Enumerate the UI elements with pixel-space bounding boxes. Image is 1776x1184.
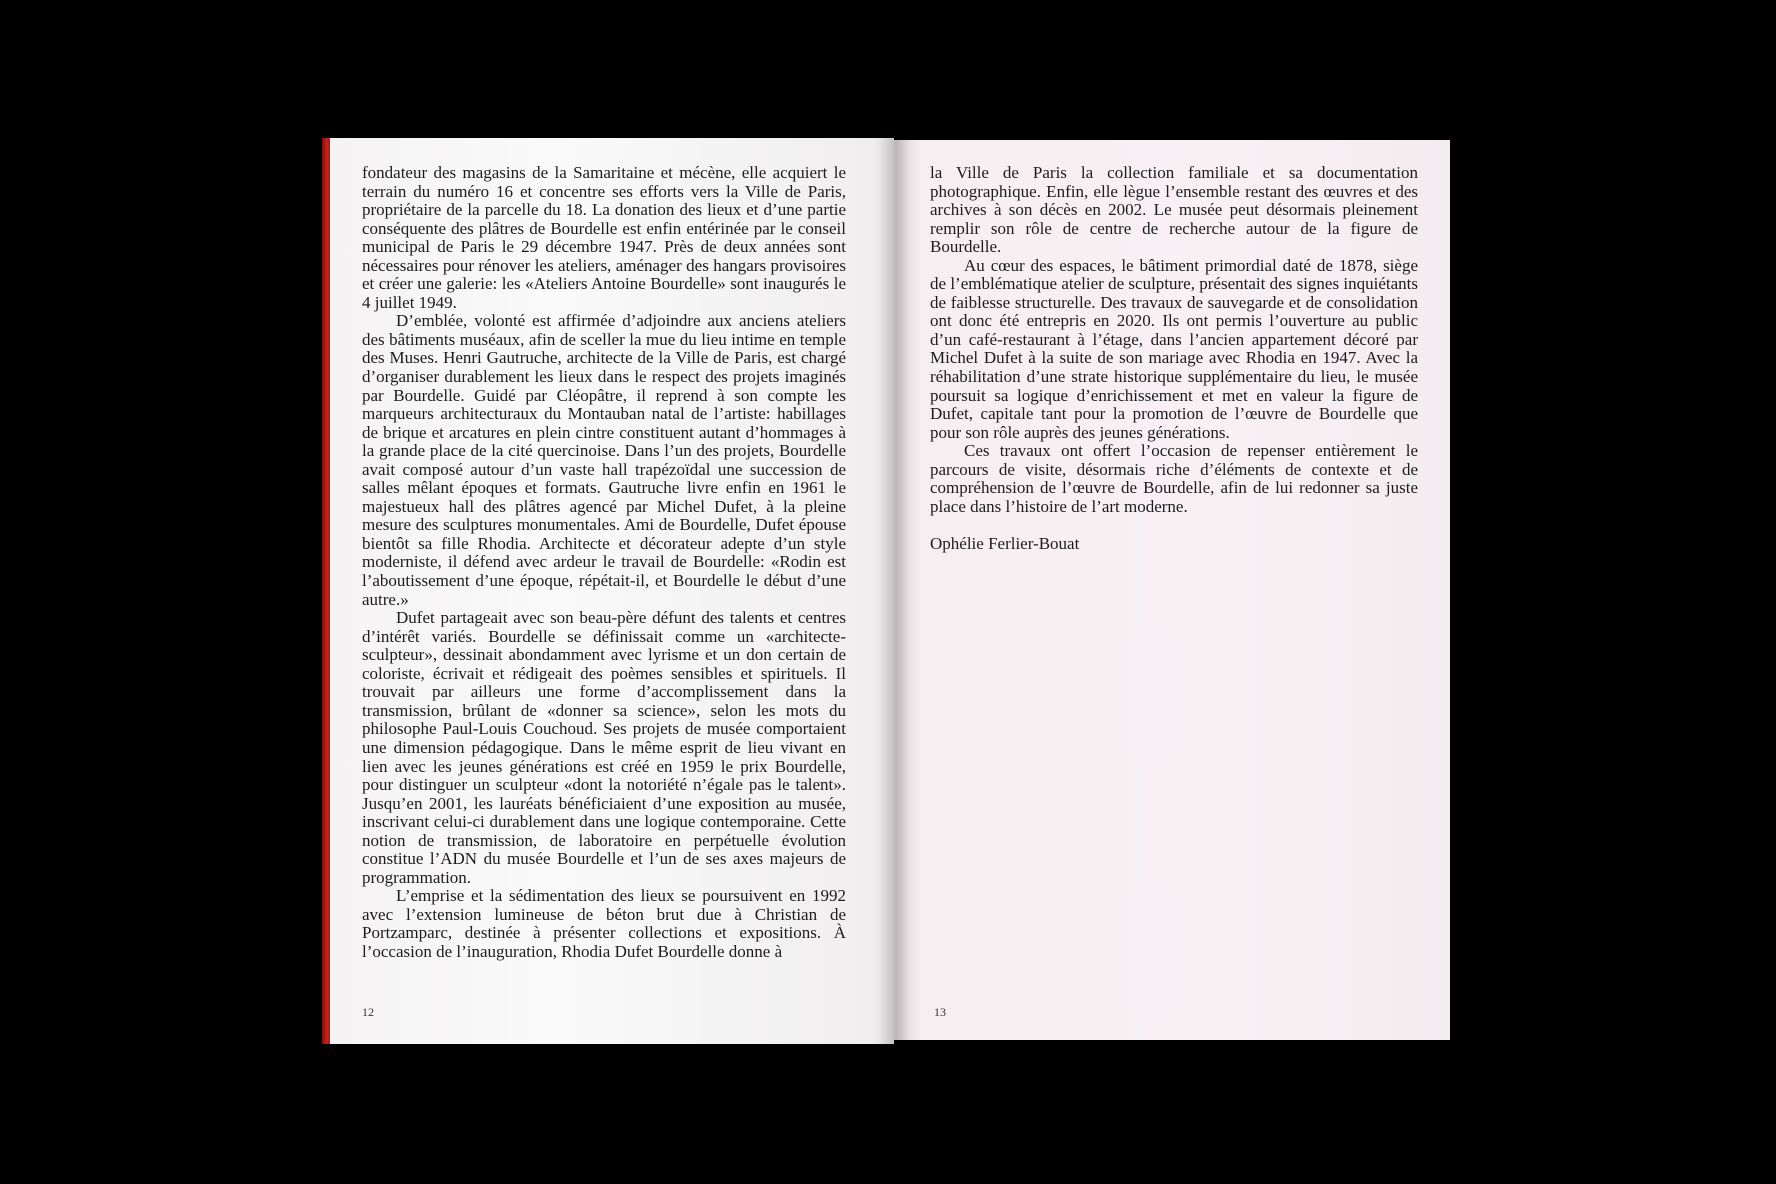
right-paragraph-3: Ces travaux ont offert l’occasion de repenser entièrement le parcours de visite, désormais riche d’éléments de contexte et de compréhension de l’œuvre de Bourdelle, afin de lui redonner sa juste place dans l’histoire de l’art moderne.	[930, 441, 1418, 516]
left-paragraph-2: D’emblée, volonté est affirmée d’adjoindre aux anciens ateliers des bâtiments muséaux, afin de sceller la mue du lieu intime en temple des Muses. Henri Gautruche, architecte de la Ville de Paris, est chargé d’organiser durablement les lieux dans le respect des projets imaginés par Bourdelle. Guidé par Cléopâtre, il reprend à son compte les marqueurs architecturaux du Montauban natal de l’artiste: habillages de brique et arcatures en plein cintre constituent autant d’hommages à la grande place de la cité quercinoise. Dans l’un des projets, Bourdelle avait composé autour d’un vaste hall trapézoïdal une succession de salles mêlant époques et formats. Gautruche livre enfin en 1961 le majestueux hall des plâtres agencé par Michel Dufet, à la pleine mesure des sculptures monumentales. Ami de Bourdelle, Dufet épouse bientôt sa fille Rhodia. Architecte et décorateur adepte d’un style moderniste, il défend avec ardeur le travail de Bourdelle: «Rodin est l’aboutissement d’une époque, répétait-il, et Bourdelle le début d’une autre.»	[362, 311, 846, 609]
page-edge-red	[322, 138, 330, 1044]
left-paragraph-4: L’emprise et la sédimentation des lieux se poursuivent en 1992 avec l’extension lumineuse de béton brut due à Christian de Portzamparc, destinée à présenter collections et expositions. À l’occasion de l’inauguration, Rhodia Dufet Bourdelle donne à	[362, 886, 846, 961]
author-signature: Ophélie Ferlier-Bouat	[930, 533, 1080, 553]
right-paragraph-1: la Ville de Paris la collection familiale et sa documentation photographique. Enfin, elle lègue l’ensemble restant des œuvres et des archives à son décès en 2002. Le musée peut désormais pleinement remplir son rôle de centre de recherche autour de la figure de Bourdelle.	[930, 163, 1418, 257]
right-page-text	[930, 164, 1418, 553]
left-paragraph-1: fondateur des magasins de la Samaritaine et mécène, elle acquiert le terrain du numéro 16 et concentre ses efforts vers la Ville de Paris, propriétaire de la parcelle du 18. La donation des lieux et d’une partie conséquente des plâtres de Bourdelle est enfin entérinée par le conseil municipal de Paris le 29 décembre 1947. Près de deux années sont nécessaires pour rénover les ateliers, aménager des hangars provisoires et créer une galerie: les «Ateliers Antoine Bourdelle» sont inaugurés le 4 juillet 1949.	[362, 163, 846, 312]
page-number-left: 12	[362, 1005, 374, 1019]
left-page-text	[362, 164, 846, 962]
page-number-right: 13	[934, 1005, 946, 1019]
right-paragraph-2: Au cœur des espaces, le bâtiment primordial daté de 1878, siège de l’emblématique atelier de sculpture, présentait des signes inquiétants de faiblesse structurelle. Des travaux de sauvegarde et de consolidation ont donc été entrepris en 2020. Ils ont permis l’ouverture au public d’un café-restaurant à l’étage, dans l’ancien appartement décoré par Michel Dufet à la suite de son mariage avec Rhodia en 1947. Avec la réhabilitation d’une strate historique supplémentaire du lieu, le musée poursuit sa logique d’enrichissement et met en valeur la figure de Dufet, capitale tant pour la promotion de l’œuvre de Bourdelle que pour son rôle auprès des jeunes générations.	[930, 255, 1418, 442]
left-paragraph-3: Dufet partageait avec son beau-père défunt des talents et centres d’intérêt variés. Bourdelle se définissait comme un «architecte-sculpteur», dessinait abondamment avec lyrisme et un don certain de coloriste, écrivait et rédigeait des poèmes sensibles et spirituels. Il trouvait par ailleurs une forme d’accomplissement dans la transmission, brûlant de «donner sa science», selon les mots du philosophe Paul-Louis Couchoud. Ses projets de musée comportaient une dimension pédagogique. Dans le même esprit de lieu vivant en lien avec les jeunes générations est créé en 1959 le prix Bourdelle, pour distinguer un sculpteur «dont la notoriété n’égale pas le talent». Jusqu’en 2001, les lauréats bénéficiaient d’une exposition au musée, inscrivant celui-ci durablement dans une logique contemporaine. Cette notion de transmission, de laboratoire en perpétuelle évolution constitue l’ADN du musée Bourdelle et l’un de ses axes majeurs de programmation.	[362, 608, 846, 887]
